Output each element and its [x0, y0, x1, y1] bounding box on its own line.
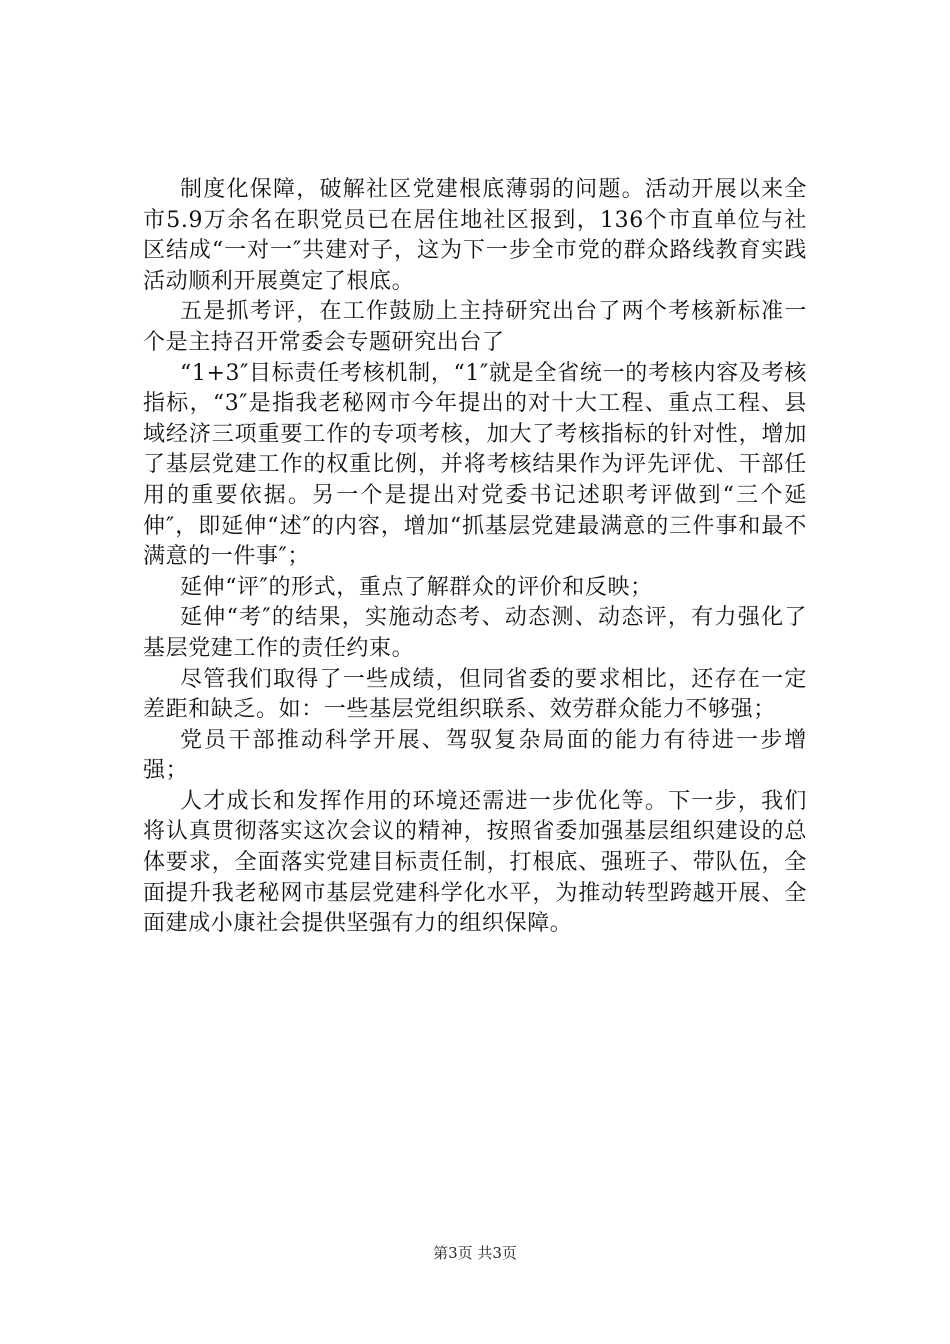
paragraph: 延伸“考″的结果，实施动态考、动态测、动态评，有力强化了基层党建工作的责任约束。 [143, 605, 807, 661]
paragraph: “1+3″目标责任考核机制，“1″就是全省统一的考核内容及考核指标，“3″是指我老秘网市今年提出的对十大工程、重点工程、县域经济三项重要工作的专项考核，加大了考核指标的针对性，增加了基层党建工作的权重比例，并将考核结果作为评先评优、干部任用的重要依据。另一个是提出对党委书记述职考评做到“三个延伸″，即延伸“述″的内容，增加“抓基层党建最满意的三件事和最不满意的一件事″； [143, 360, 807, 570]
paragraph: 五是抓考评，在工作鼓励上主持研究出台了两个考核新标准一个是主持召开常委会专题研究出台了 [143, 299, 807, 355]
page-footer: 第3页 共3页 [433, 1244, 517, 1262]
paragraph: 尽管我们取得了一些成绩，但同省委的要求相比，还存在一定差距和缺乏。如：一些基层党组织联系、效劳群众能力不够强； [143, 666, 807, 723]
paragraph: 制度化保障，破解社区党建根底薄弱的问题。活动开展以来全市5.9万余名在职党员已在居住地社区报到，136个市直单位与社区结成“一对一″共建对子，这为下一步全市党的群众路线教育实践活动顺利开展奠定了根底。 [143, 177, 807, 294]
document-body [143, 175, 807, 940]
paragraph: 人才成长和发挥作用的环境还需进一步优化等。下一步，我们将认真贯彻落实这次会议的精神，按照省委加强基层组织建设的总体要求，全面落实党建目标责任制，打根底、强班子、带队伍，全面提升我老秘网市基层党建科学化水平，为推动转型跨越开展、全面建成小康社会提供坚强有力的组织保障。 [143, 788, 807, 937]
paragraph: 延伸“评″的形式，重点了解群众的评价和反映； [180, 574, 653, 600]
paragraph: 党员干部推动科学开展、驾驭复杂局面的能力有待进一步增强； [143, 727, 807, 784]
